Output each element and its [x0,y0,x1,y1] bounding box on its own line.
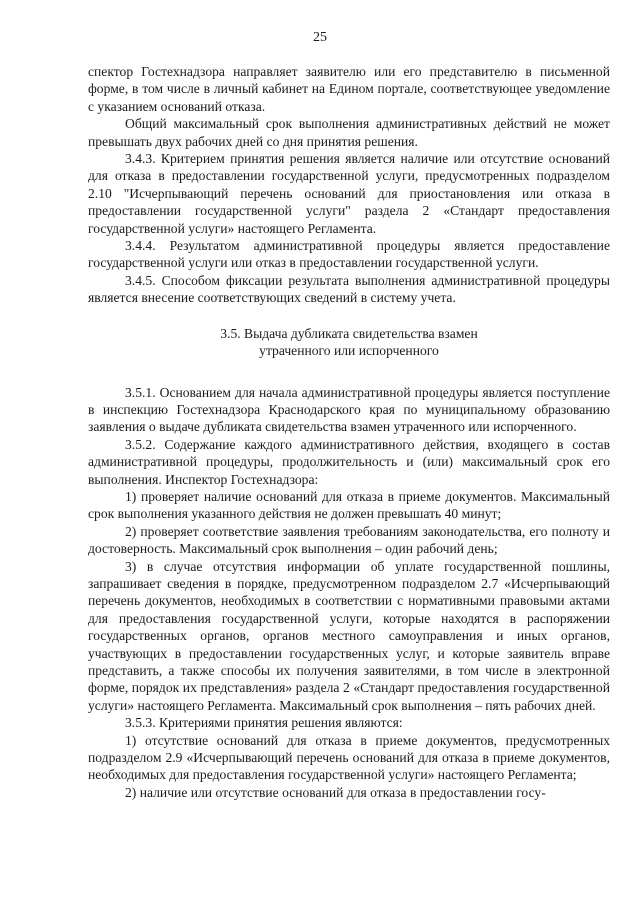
paragraph: 1) отсутствие оснований для отказа в приеме документов, предусмотренных подразделом 2.9 «Исчерпывающий перечень оснований для отказа в приеме документов, необходимых для предоставления государственной услуги» настоящего Регламента; [88,732,610,783]
paragraphs-after [88,384,610,802]
paragraph: 3.5.2. Содержание каждого административного действия, входящего в состав административной процедуры, продолжительность и (или) максимальный срок его выполнения. Инспектор Гостехнадзора: [88,436,610,487]
section-heading [88,325,610,360]
paragraph: 3.4.3. Критерием принятия решения является наличие или отсутствие оснований для отказа в предоставлении государственной услуги, предусмотренных подразделом 2.10 "Исчерпывающий перечень оснований для приостановления или отказа в предоставлении государственной услуги" раздела 2 «Стандарт предоставления государственной услуги» настоящего Регламента. [88,151,610,236]
paragraphs-before [88,63,610,307]
page-number: 25 [313,30,327,45]
paragraph: 3) в случае отсутствия информации об уплате государственной пошлины, запрашивает сведения в порядке, предусмотренном подразделом 2.7 «Исчерпывающий перечень документов, необходимых в соответствии с нормативными правовыми актами для предоставления государственной услуги, которые находятся в распоряжении государственных органов, органов местного самоуправления и иных органов, участвующих в предоставлении государственных услуг, и которые заявитель вправе представить, а также способы их получения заявителями, в том числе в электронной форме, порядок их представления» раздела 2 «Стандарт предоставления государственной услуги» настоящего Регламента. Максимальный срок выполнения – пять рабочих дней. [88,558,610,713]
section-heading-line-2: утраченного или испорченного [259,343,439,359]
paragraph: 3.4.5. Способом фиксации результата выполнения административной процедуры является внесение соответствующих сведений в систему учета. [88,272,610,306]
paragraph: 2) проверяет соответствие заявления требованиям законодательства, его полноту и достоверность. Максимальный срок выполнения – один рабочий день; [88,523,610,557]
document-body [88,63,610,801]
paragraph: 3.4.4. Результатом административной процедуры является предоставление государственной услуги или отказ в предоставлении государственной услуги. [88,238,610,271]
section-heading-line-1: 3.5. Выдача дубликата свидетельства взамен [220,325,478,341]
paragraph: 2) наличие или отсутствие оснований для отказа в предоставлении госу- [125,784,546,800]
paragraph: 1) проверяет наличие оснований для отказа в приеме документов. Максимальный срок выполнения указанного действия не должен превышать 40 минут; [88,488,610,522]
paragraph: Общий максимальный срок выполнения административных действий не может превышать двух рабочих дней со дня принятия решения. [88,116,610,149]
paragraph: спектор Гостехнадзора направляет заявителю или его представителю в письменной форме, в том числе в личный кабинет на Едином портале, соответствующее уведомление с указанием оснований отказа. [88,64,610,114]
paragraph: 3.5.1. Основанием для начала административной процедуры является поступление в инспекцию Гостехнадзора Краснодарского края по муниципальному образованию заявления о выдаче дубликата свидетельства взамен утраченного или испорченного. [88,384,610,435]
paragraph: 3.5.3. Критериями принятия решения являются: [125,715,403,731]
